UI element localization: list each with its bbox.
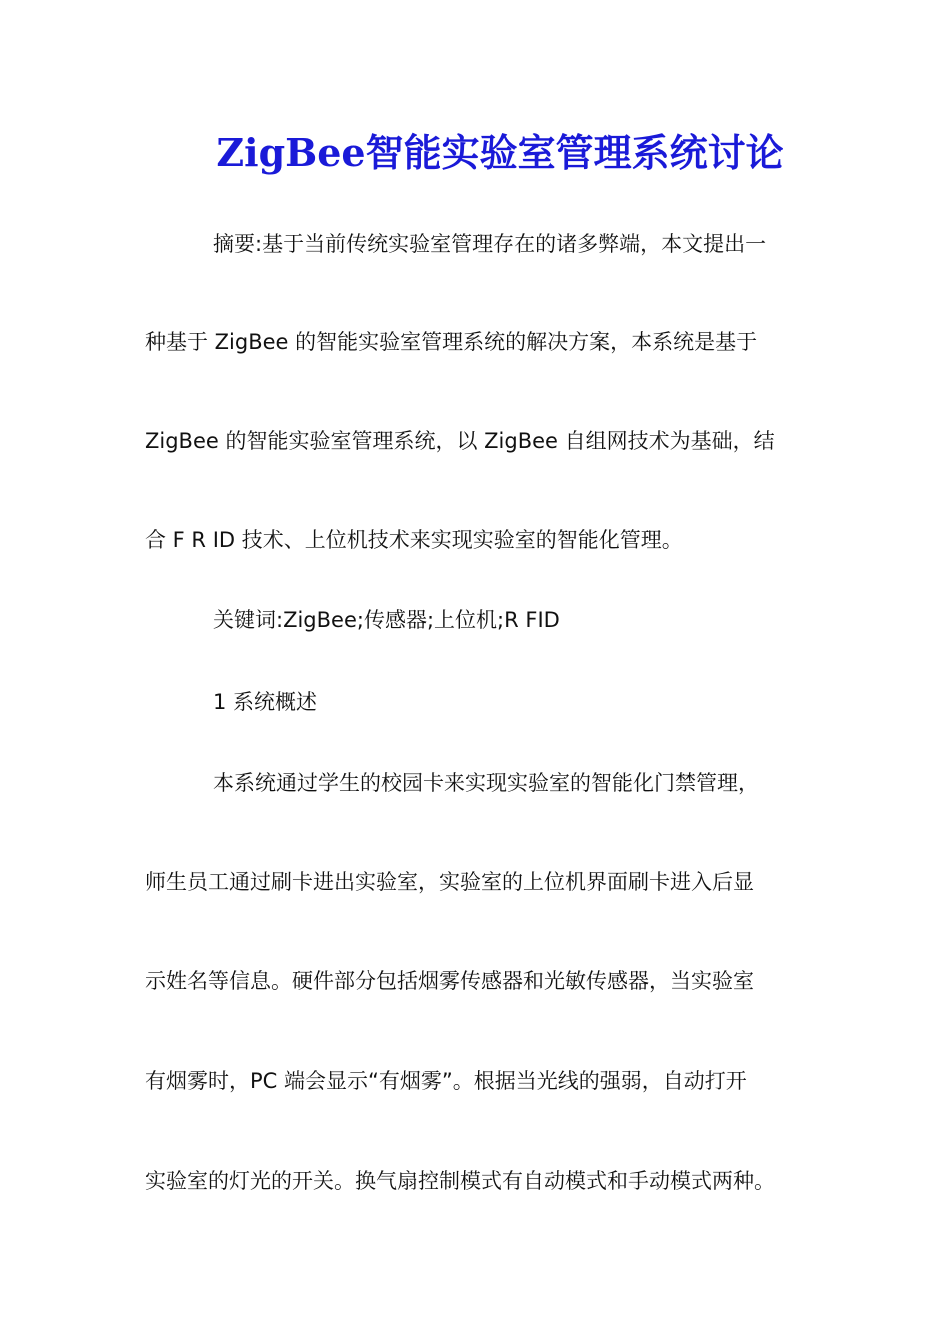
body-line-1: 本系统通过学生的校园卡来实现实验室的智能化门禁管理， xyxy=(213,771,759,795)
body-line-4: 有烟雾时，PC 端会显示“有烟雾”。根据当光线的强弱，自动打开 xyxy=(145,1069,747,1093)
abstract-line-4: 合 F R ID 技术、上位机技术来实现实验室的智能化管理。 xyxy=(145,528,683,552)
body-line-2: 师生员工通过刷卡进出实验室，实验室的上位机界面刷卡进入后显 xyxy=(145,870,754,894)
keywords-line: 关键词:ZigBee;传感器;上位机;R FID xyxy=(213,608,560,632)
body-line-3: 示姓名等信息。硬件部分包括烟雾传感器和光敏传感器，当实验室 xyxy=(145,969,754,993)
abstract-line-1: 摘要:基于当前传统实验室管理存在的诸多弊端，本文提出一 xyxy=(213,232,767,256)
body-line-5: 实验室的灯光的开关。换气扇控制模式有自动模式和手动模式两种。 xyxy=(145,1169,775,1193)
abstract-line-2: 种基于 ZigBee 的智能实验室管理系统的解决方案，本系统是基于 xyxy=(145,330,758,354)
document-title: ZigBee智能实验室管理系统讨论 xyxy=(216,130,784,175)
abstract-line-3: ZigBee 的智能实验室管理系统，以 ZigBee 自组网技术为基础，结 xyxy=(145,429,775,453)
section-heading: 1 系统概述 xyxy=(213,690,318,714)
